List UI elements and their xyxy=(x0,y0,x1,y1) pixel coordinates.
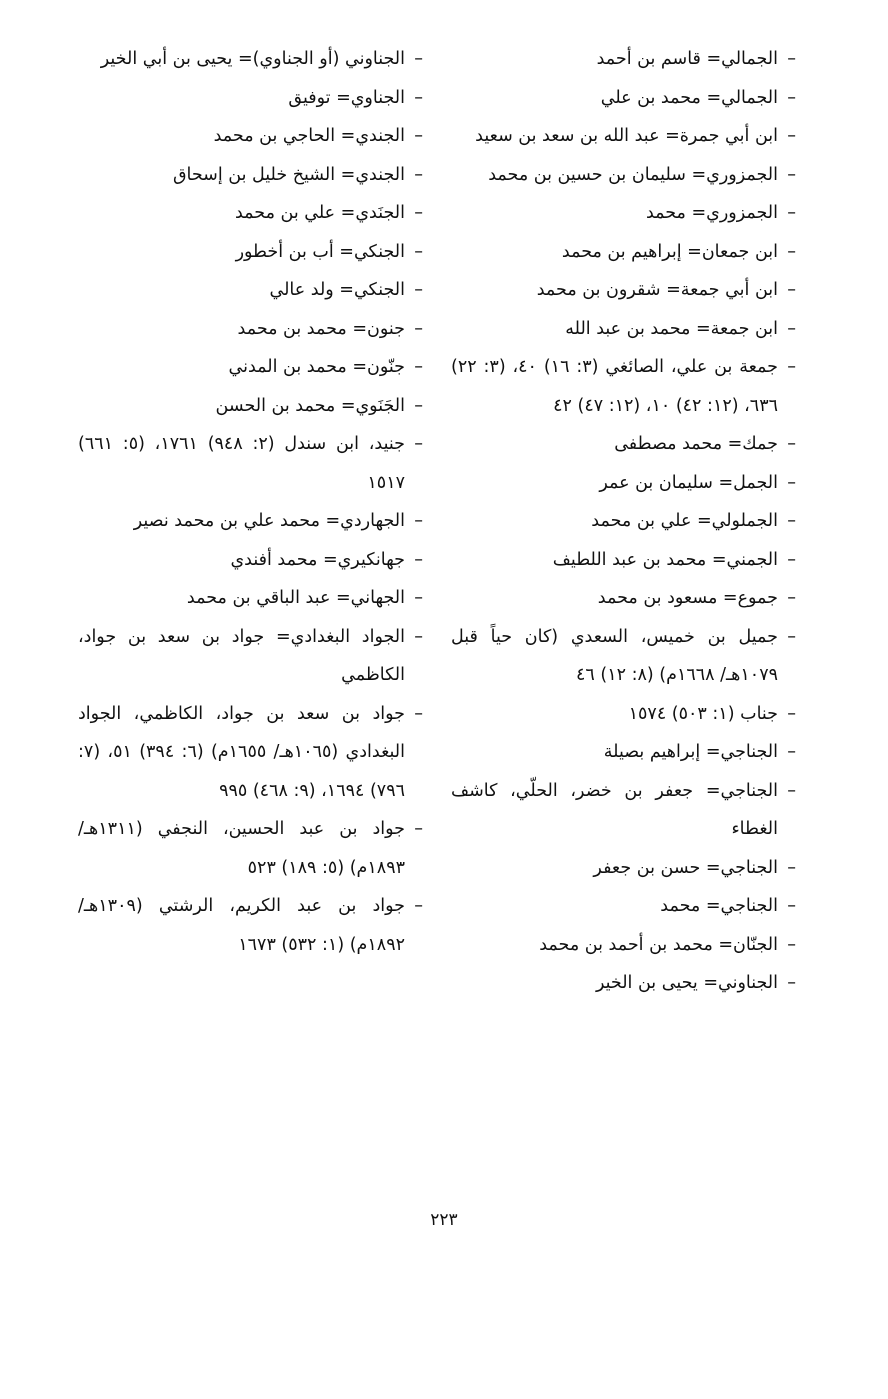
index-entry: – ابن أبي جمرة= عبد الله بن سعد بن سعيد xyxy=(451,117,796,156)
index-entry: – جناب (١: ٥٠٣) ١٥٧٤ xyxy=(451,695,796,734)
index-entry: – الجواد البغدادي= جواد بن سعد بن جواد، الكاظمي xyxy=(78,618,423,695)
index-entry: – الجمزوري= محمد xyxy=(451,194,796,233)
index-entry: – جموع= مسعود بن محمد xyxy=(451,579,796,618)
index-entry: – جواد بن عبد الحسين، النجفي (١٣١١هـ/ ١٨٩٣م) (٥: ١٨٩) ٥٢٣ xyxy=(78,810,423,887)
index-entry: – جميل بن خميس، السعدي (كان حياً قبل ١٠٧٩هـ/ ١٦٦٨م) (٨: ١٢) ٤٦ xyxy=(451,618,796,695)
index-entry: – الجنكي= أب بن أخطور xyxy=(78,233,423,272)
index-entry: – جواد بن عبد الكريم، الرشتي (١٣٠٩هـ/ ١٨٩٢م) (١: ٥٣٢) ١٦٧٣ xyxy=(78,887,423,964)
index-entry: – الجنّان= محمد بن أحمد بن محمد xyxy=(451,926,796,965)
index-entry: – الجملولي= علي بن محمد xyxy=(451,502,796,541)
index-entry: – الجندي= الشيخ خليل بن إسحاق xyxy=(78,156,423,195)
index-entry: – الجناجي= محمد xyxy=(451,887,796,926)
index-entry: – ابن أبي جمعة= شقرون بن محمد xyxy=(451,271,796,310)
index-entry: – ابن جمعان= إبراهيم بن محمد xyxy=(451,233,796,272)
index-entry: – الجمالي= قاسم بن أحمد xyxy=(451,40,796,79)
index-entry: – جنّون= محمد بن المدني xyxy=(78,348,423,387)
index-entry: – جمعة بن علي، الصائغي (٣: ١٦) ٤٠، (٣: ٢٢) ٦٣٦، (١٢: ٤٢) ١٠، (١٢: ٤٧) ٤٢ xyxy=(451,348,796,425)
index-entry: – جمك= محمد مصطفى xyxy=(451,425,796,464)
index-entry: – ابن جمعة= محمد بن عبد الله xyxy=(451,310,796,349)
index-entry: – الجنَدي= علي بن محمد xyxy=(78,194,423,233)
index-entry: – الجندي= الحاجي بن محمد xyxy=(78,117,423,156)
index-entry: – الجناوني (أو الجناوي)= يحيى بن أبي الخير xyxy=(78,40,423,79)
index-entry: – جهانكيري= محمد أفندي xyxy=(78,541,423,580)
page-number: ٢٢٣ xyxy=(430,1210,458,1230)
index-entry: – الجناجي= إبراهيم بصيلة xyxy=(451,733,796,772)
index-entry: – الجناوني= يحيى بن الخير xyxy=(451,964,796,1003)
index-entry: – الجمالي= محمد بن علي xyxy=(451,79,796,118)
index-entry: – الجمزوري= سليمان بن حسين بن محمد xyxy=(451,156,796,195)
index-entry: – جنيد، ابن سندل (٢: ٩٤٨) ١٧٦١، (٥: ٦٦١) ١٥١٧ xyxy=(78,425,423,502)
index-entry: – الجنكي= ولد عالي xyxy=(78,271,423,310)
index-entry: – الجناجي= حسن بن جعفر xyxy=(451,849,796,888)
index-column-left xyxy=(78,40,423,964)
index-entry: – جواد بن سعد بن جواد، الكاظمي، الجواد البغدادي (١٠٦٥هـ/ ١٦٥٥م) (٦: ٣٩٤) ٥١، (٧: ٧٩٦) ١٦٩٤، (٩: ٤٦٨) ٩٩٥ xyxy=(78,695,423,811)
index-entry: – الجَنَوي= محمد بن الحسن xyxy=(78,387,423,426)
index-entry: – الجناوي= توفيق xyxy=(78,79,423,118)
index-entry: – جنون= محمد بن محمد xyxy=(78,310,423,349)
index-entry: – الجمل= سليمان بن عمر xyxy=(451,464,796,503)
index-entry: – الجمني= محمد بن عبد اللطيف xyxy=(451,541,796,580)
index-entry: – الجناجي= جعفر بن خضر، الحلّي، كاشف الغطاء xyxy=(451,772,796,849)
index-entry: – الجهاردي= محمد علي بن محمد نصير xyxy=(78,502,423,541)
index-entry: – الجهاني= عبد الباقي بن محمد xyxy=(78,579,423,618)
index-column-right xyxy=(451,40,796,1003)
